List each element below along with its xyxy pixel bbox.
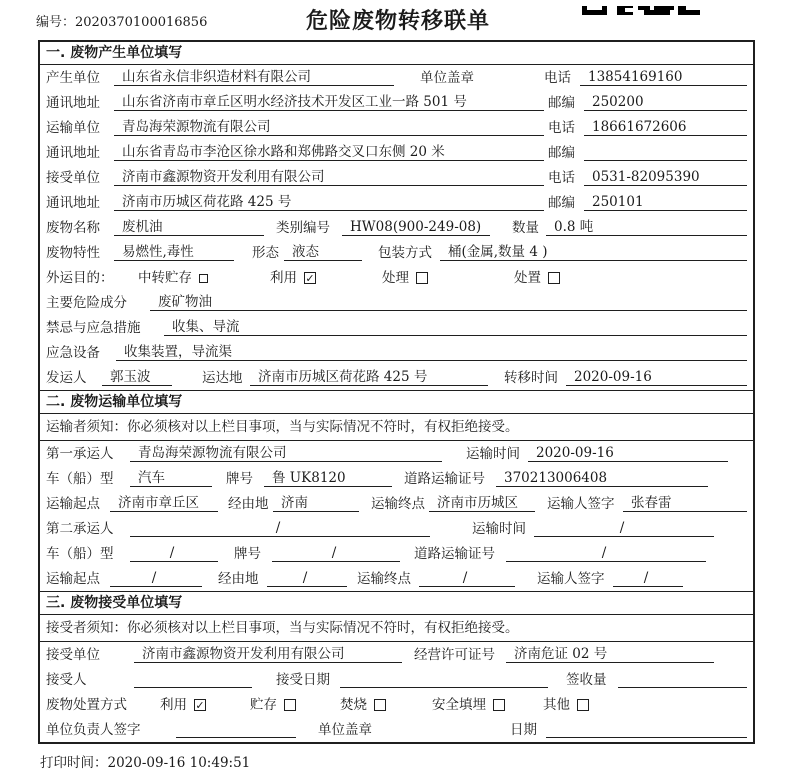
checkbox-group: [432, 697, 505, 713]
section-heading: 三. 废物接受单位填写: [40, 591, 753, 615]
field-value: /: [130, 545, 218, 562]
field-label: 废物处置方式: [46, 697, 127, 713]
field-label: 运达地: [202, 370, 243, 386]
field-label: 道路运输证号: [414, 546, 495, 562]
field-label: 邮编: [548, 95, 575, 111]
field-label: 运输起点: [46, 571, 100, 587]
field-label: 运输终点: [357, 571, 411, 587]
qr-code-fragment-icon: [582, 0, 700, 9]
field-label: 运输起点: [46, 496, 100, 512]
field-value: 13854169160: [580, 69, 747, 86]
field-label: 通讯地址: [46, 95, 100, 111]
section-heading: 一. 废物产生单位填写: [40, 42, 753, 65]
page-title: 危险废物转移联单: [305, 9, 490, 34]
field-value: 2020-09-16: [566, 369, 747, 386]
field-label: 运输人签字: [547, 496, 615, 512]
field-value: 汽车: [130, 470, 212, 487]
field-label: 经由地: [218, 571, 259, 587]
checkbox-group: [138, 270, 208, 286]
checkbox-label: 处置: [514, 270, 541, 286]
hazard-component-row: [40, 290, 753, 315]
checkbox-group: [250, 697, 296, 713]
producer-address-row: [40, 90, 753, 115]
checkbox-group: [514, 270, 560, 286]
first-route-row: [40, 491, 753, 516]
checkbox-group: [543, 697, 589, 713]
field-value: 收集、导流: [164, 319, 747, 336]
checkbox-label: 中转贮存: [138, 270, 192, 286]
field-label: 数量: [512, 220, 539, 236]
checkbox-icon: [199, 274, 208, 283]
field-label: 邮编: [548, 145, 575, 161]
field-label: 车（船）型: [46, 546, 114, 562]
checkbox-label: 处理: [382, 270, 409, 286]
second-vehicle-row: [40, 541, 753, 566]
print-time: [40, 751, 796, 771]
checkbox-group: [160, 697, 206, 713]
field-label: 牌号: [226, 471, 253, 487]
print-time-value: 2020-09-16 10:49:51: [107, 755, 251, 771]
field-label: 第一承运人: [46, 446, 114, 462]
field-value: 山东省永信非织造材料有限公司: [114, 69, 394, 86]
field-value: 370213006408: [496, 470, 708, 487]
field-value: [340, 671, 548, 688]
field-value: 250101: [584, 194, 747, 211]
field-value: 废机油: [114, 219, 264, 236]
field-label: 形态: [252, 245, 279, 261]
field-value: /: [130, 520, 430, 537]
accept-unit-row: [40, 642, 753, 667]
section-heading: 二. 废物运输单位填写: [40, 390, 753, 414]
field-label: 接受单位: [46, 170, 100, 186]
field-label: 运输终点: [371, 496, 425, 512]
field-label: 废物名称: [46, 220, 100, 236]
serial-value: 2020370100016856: [75, 15, 208, 30]
field-value: 济南市章丘区: [110, 495, 218, 512]
field-value: /: [613, 570, 683, 587]
notice-text: 运输者须知：你必须核对以上栏目事项，当与实际情况不符时，有权拒绝接受。: [40, 414, 753, 441]
checkbox-icon: [493, 699, 505, 711]
field-label: 接受单位: [46, 647, 100, 663]
field-label: 通讯地址: [46, 145, 100, 161]
field-value: [176, 721, 296, 738]
checkbox-icon: [548, 272, 560, 284]
waste-name-row: [40, 215, 753, 240]
field-label: 道路运输证号: [404, 471, 485, 487]
first-vehicle-row: [40, 466, 753, 491]
field-value: /: [272, 545, 400, 562]
field-value: [134, 671, 252, 688]
field-label: 应急设备: [46, 345, 100, 361]
field-label: 运输单位: [46, 120, 100, 136]
checkbox-group: [270, 270, 316, 286]
field-label: 主要危险成分: [46, 295, 127, 311]
emergency-measures-row: [40, 315, 753, 340]
notice-text: 接受者须知：你必须核对以上栏目事项，当与实际情况不符时，有权拒绝接受。: [40, 615, 753, 642]
field-value: 济南市历城区荷花路 425 号: [114, 194, 544, 211]
field-label: 电话: [548, 120, 575, 136]
field-value: 济南市历城区: [429, 495, 535, 512]
field-label: 车（船）型: [46, 471, 114, 487]
field-label: 废物特性: [46, 245, 100, 261]
responsible-signature-row: [40, 717, 753, 742]
field-label: 运输时间: [466, 446, 520, 462]
field-value: [584, 144, 747, 161]
field-value: /: [506, 545, 706, 562]
field-value: 郭玉波: [102, 369, 172, 386]
serial-number: [36, 11, 207, 30]
checkbox-icon: [416, 272, 428, 284]
field-label: 发运人: [46, 370, 87, 386]
field-label: 经由地: [228, 496, 269, 512]
checkbox-icon: [374, 699, 386, 711]
field-value: 废矿物油: [150, 294, 747, 311]
first-carrier-row: [40, 441, 753, 466]
field-value: 桶(金属,数量 4 ): [440, 244, 747, 261]
manifest-form-table: [38, 40, 755, 744]
receiver-address-row: [40, 190, 753, 215]
field-label: 日期: [510, 722, 537, 738]
receiver-unit-row: [40, 165, 753, 190]
transfer-purpose-row: [40, 265, 753, 290]
field-label: 单位盖章: [318, 722, 372, 738]
field-value: 液态: [284, 244, 362, 261]
checkbox-label: 其他: [543, 697, 570, 713]
second-route-row: [40, 566, 753, 591]
checkbox-group: [340, 697, 386, 713]
field-label: 牌号: [234, 546, 261, 562]
field-value: 易燃性,毒性: [114, 244, 234, 261]
field-value: 0.8 吨: [546, 219, 747, 236]
field-value: 济南市鑫源物资开发利用有限公司: [134, 646, 402, 663]
field-value: [546, 721, 747, 738]
field-label: 接受人: [46, 672, 87, 688]
field-value: 山东省济南市章丘区明水经济技术开发区工业一路 501 号: [114, 94, 544, 111]
field-value: 山东省青岛市李沧区徐水路和郑佛路交叉口东侧 20 米: [114, 144, 544, 161]
field-value: 济南: [273, 495, 359, 512]
field-value: 张春雷: [623, 495, 747, 512]
field-value: 250200: [584, 94, 747, 111]
field-label: 运输时间: [472, 521, 526, 537]
checkbox-label: 焚烧: [340, 697, 367, 713]
field-value: 鲁 UK8120: [264, 470, 392, 487]
emergency-equipment-row: [40, 340, 753, 365]
checkbox-label: 利用: [160, 697, 187, 713]
field-value: /: [534, 520, 714, 537]
checkbox-checked-icon: ✓: [195, 698, 205, 712]
field-value: 2020-09-16: [528, 445, 728, 462]
second-carrier-row: [40, 516, 753, 541]
field-value: /: [419, 570, 515, 587]
checkbox-label: 安全填埋: [432, 697, 486, 713]
checkbox-group: [382, 270, 428, 286]
field-value: 18661672606: [584, 119, 747, 136]
field-label: 转移时间: [504, 370, 558, 386]
field-value: /: [267, 570, 347, 587]
field-label: 单位负责人签字: [46, 722, 141, 738]
field-label: 禁忌与应急措施: [46, 320, 141, 336]
checkbox-icon: [284, 699, 296, 711]
disposal-method-row: [40, 692, 753, 717]
accept-person-row: [40, 667, 753, 692]
field-value: 济南市鑫源物资开发利用有限公司: [114, 169, 544, 186]
field-value: 青岛海荣源物流有限公司: [114, 119, 544, 136]
checkbox-icon: [577, 699, 589, 711]
field-label: 电话: [548, 170, 575, 186]
field-label: 单位盖章: [420, 70, 474, 86]
field-label: 包装方式: [378, 245, 432, 261]
transporter-unit-row: [40, 115, 753, 140]
field-value: 济南危证 02 号: [506, 646, 714, 663]
field-label: 邮编: [548, 195, 575, 211]
field-label: 接受日期: [276, 672, 330, 688]
field-value: 收集装置，导流渠: [116, 344, 747, 361]
print-time-label: 打印时间：: [40, 755, 108, 771]
field-label: 电话: [544, 70, 571, 86]
field-label: 通讯地址: [46, 195, 100, 211]
field-label: 产生单位: [46, 70, 100, 86]
serial-label: 编号：: [36, 15, 76, 30]
field-value: /: [110, 570, 202, 587]
field-label: 外运目的：: [46, 270, 114, 286]
field-value: 0531-82095390: [584, 169, 747, 186]
document-header: [0, 0, 796, 40]
consignor-row: [40, 365, 753, 390]
checkbox-label: 贮存: [250, 697, 277, 713]
field-value: 济南市历城区荷花路 425 号: [250, 369, 488, 386]
field-label: 运输人签字: [537, 571, 605, 587]
checkbox-label: 利用: [270, 270, 297, 286]
field-value: [618, 671, 747, 688]
checkbox-checked-icon: ✓: [305, 271, 315, 285]
field-label: 签收量: [566, 672, 607, 688]
field-label: 第二承运人: [46, 521, 114, 537]
field-label: 类别编号: [276, 220, 330, 236]
field-value: 青岛海荣源物流有限公司: [130, 445, 442, 462]
field-value: HW08(900-249-08): [342, 219, 490, 236]
producer-unit-row: [40, 65, 753, 90]
transporter-address-row: [40, 140, 753, 165]
field-label: 经营许可证号: [414, 647, 495, 663]
waste-property-row: [40, 240, 753, 265]
